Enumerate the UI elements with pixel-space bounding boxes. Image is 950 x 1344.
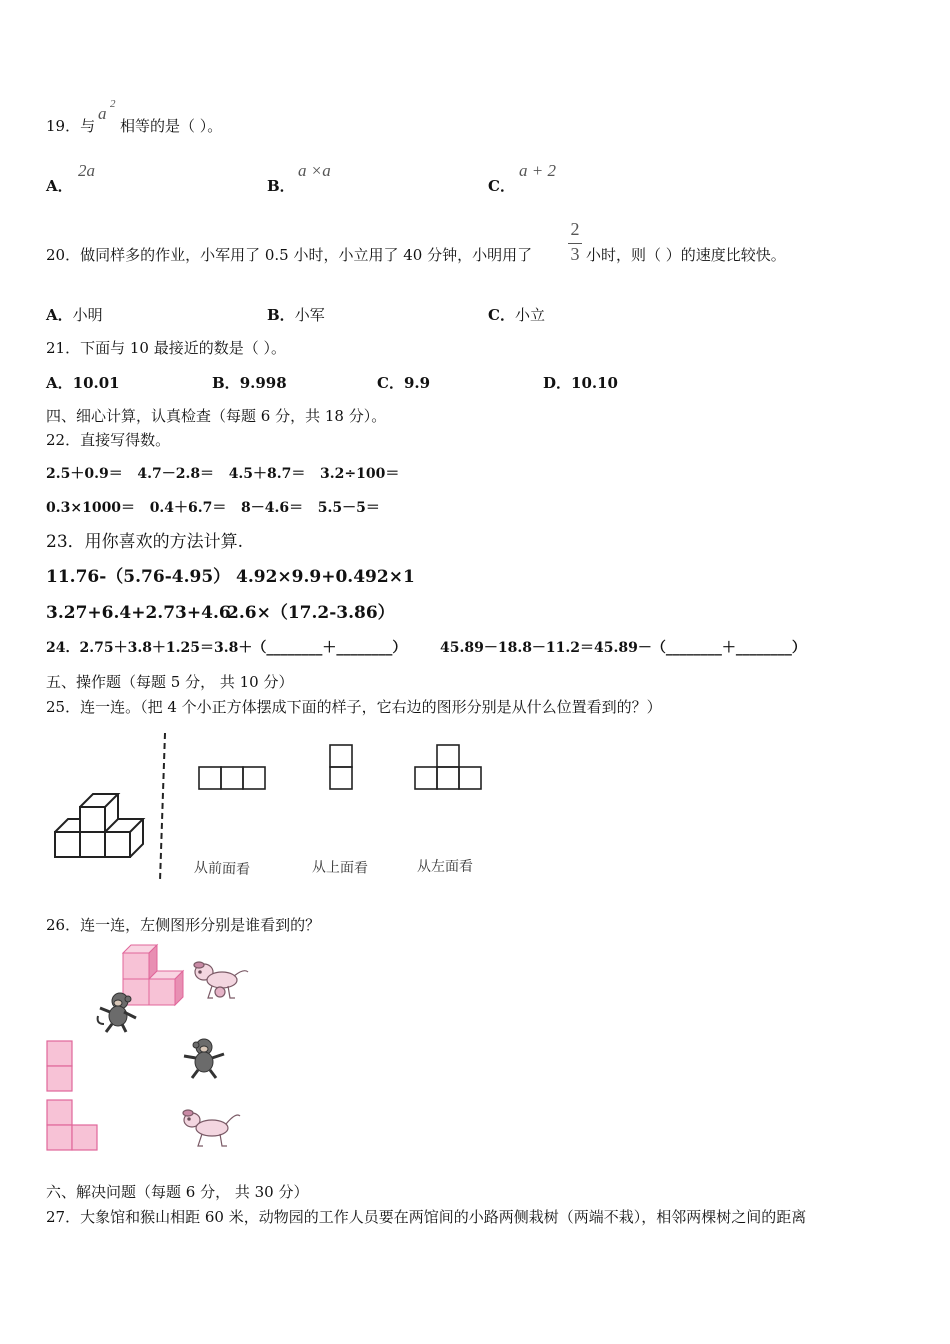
q21-option-a-text: 10.01	[72, 374, 120, 392]
q22-item: 2.5＋0.9＝	[46, 466, 123, 482]
q21-option-a[interactable]	[46, 372, 120, 393]
q26-view-column-figure[interactable]	[46, 1040, 74, 1092]
q21-option-c-text: 9.9	[403, 374, 431, 392]
q22-row2	[46, 498, 380, 518]
q20-option-c[interactable]	[488, 304, 545, 325]
q22-item: 4.7－2.8＝	[137, 466, 215, 482]
q20-option-c-text: 小立	[514, 306, 545, 324]
q20-frac-den: 3	[570, 244, 580, 264]
q25-stem: 25．连一连。（把 4 个小正方体摆成下面的样子，它右边的图形分别是从什么位置看到的？）	[46, 698, 662, 716]
section-6-heading: 六、解决问题（每题 6 分， 共 30 分）	[46, 1183, 309, 1201]
q25-divider-dashed-line	[157, 733, 167, 883]
q21-option-b-label: B．	[212, 374, 240, 392]
q23-expr-3: 3.27+6.4+2.73+4.6	[46, 603, 231, 623]
q19-option-b-label[interactable]: B．	[267, 177, 295, 195]
dog-icon[interactable]	[190, 960, 250, 1002]
q23-expr-1: 11.76-（5.76-4.95）	[46, 567, 231, 587]
section-4-heading: 四、细心计算，认真检查（每题 6 分，共 18 分）。	[46, 407, 387, 425]
q23-stem: 23．用你喜欢的方法计算.	[46, 532, 244, 552]
q19-option-a-expr: 2a	[78, 161, 95, 180]
q25-view-top-figure[interactable]	[329, 744, 353, 790]
q20-text-before: 20．做同样多的作业，小军用了 0.5 小时，小立用了 40 分钟，小明用了	[46, 246, 533, 264]
q27-stem: 27．大象馆和猴山相距 60 米，动物园的工作人员要在两馆间的小路两侧栽树（两端不栽），相邻两棵树之间的距离	[46, 1208, 807, 1226]
q24-part2: 45.89－18.8－11.2＝45.89－（________＋________）	[440, 640, 806, 656]
dog-icon[interactable]	[180, 1106, 242, 1150]
monkey-icon[interactable]	[182, 1036, 226, 1080]
monkey-icon[interactable]	[94, 990, 138, 1034]
q20-option-c-label: C．	[488, 306, 515, 324]
q19-option-b-expr: a ×a	[298, 161, 331, 180]
q19-power-exp: 2	[110, 98, 116, 110]
q20-frac-num: 2	[570, 219, 580, 239]
q20-option-a[interactable]	[46, 304, 103, 325]
q26-view-l-shape-figure[interactable]	[46, 1099, 100, 1152]
q22-row1	[46, 464, 399, 484]
q19-stem	[46, 116, 95, 136]
q20-text-after: 小时，则（ ）的速度比较快。	[586, 246, 786, 264]
q21-stem: 21．下面与 10 最接近的数是（ ）。	[46, 339, 286, 357]
q25-caption-top[interactable]: 从上面看	[311, 859, 369, 877]
q19-option-c-label[interactable]: C．	[488, 177, 515, 195]
q21-option-c-label: C．	[377, 374, 404, 392]
q21-option-b[interactable]	[212, 372, 287, 393]
q19-option-a-label[interactable]: A．	[46, 177, 73, 195]
q20-option-a-label: A．	[46, 306, 73, 324]
q21-option-d-label: D．	[543, 374, 572, 392]
q24-part1: 24．2.75＋3.8＋1.25＝3.8＋（________＋________）	[46, 640, 407, 656]
q21-option-b-text: 9.998	[239, 374, 287, 392]
q22-item: 8－4.6＝	[241, 500, 304, 516]
q25-caption-left[interactable]: 从左面看	[417, 859, 473, 875]
q19-suffix: 相等的是（ ）。	[120, 117, 223, 135]
q20-option-b[interactable]	[267, 304, 325, 325]
q26-stem: 26．连一连，左侧图形分别是谁看到的？	[46, 916, 321, 934]
q25-view-left-figure[interactable]	[414, 744, 482, 790]
q22-item: 4.5＋8.7＝	[228, 466, 306, 482]
q21-option-d-text: 10.10	[571, 374, 618, 392]
q20-option-b-label: B．	[267, 306, 295, 324]
q22-item: 0.4＋6.7＝	[149, 500, 227, 516]
q22-item: 5.5－5＝	[317, 500, 380, 516]
section-5-heading: 五、操作题（每题 5 分， 共 10 分）	[46, 673, 294, 691]
q22-stem: 22．直接写得数。	[46, 431, 171, 449]
q19-power-base: a	[98, 104, 107, 123]
q21-option-a-label: A．	[46, 374, 73, 392]
q20-option-b-text: 小军	[294, 306, 325, 324]
q25-cube-stack-figure	[50, 788, 155, 863]
q25-caption-front[interactable]: 从前面看	[193, 860, 251, 878]
q22-item: 3.2÷100＝	[320, 466, 400, 482]
q19-prefix: 19．与	[46, 117, 96, 135]
q20-option-a-text: 小明	[72, 306, 103, 324]
q23-expr-2: 4.92×9.9+0.492×1	[236, 567, 415, 587]
q23-expr-4: 2.6×（17.2-3.86）	[227, 603, 395, 623]
q25-view-front-figure[interactable]	[198, 766, 266, 790]
q22-item: 0.3×1000＝	[46, 500, 136, 516]
q19-option-c-expr: a + 2	[519, 161, 556, 180]
q21-option-d[interactable]	[543, 372, 618, 393]
q21-option-c[interactable]	[377, 372, 430, 393]
